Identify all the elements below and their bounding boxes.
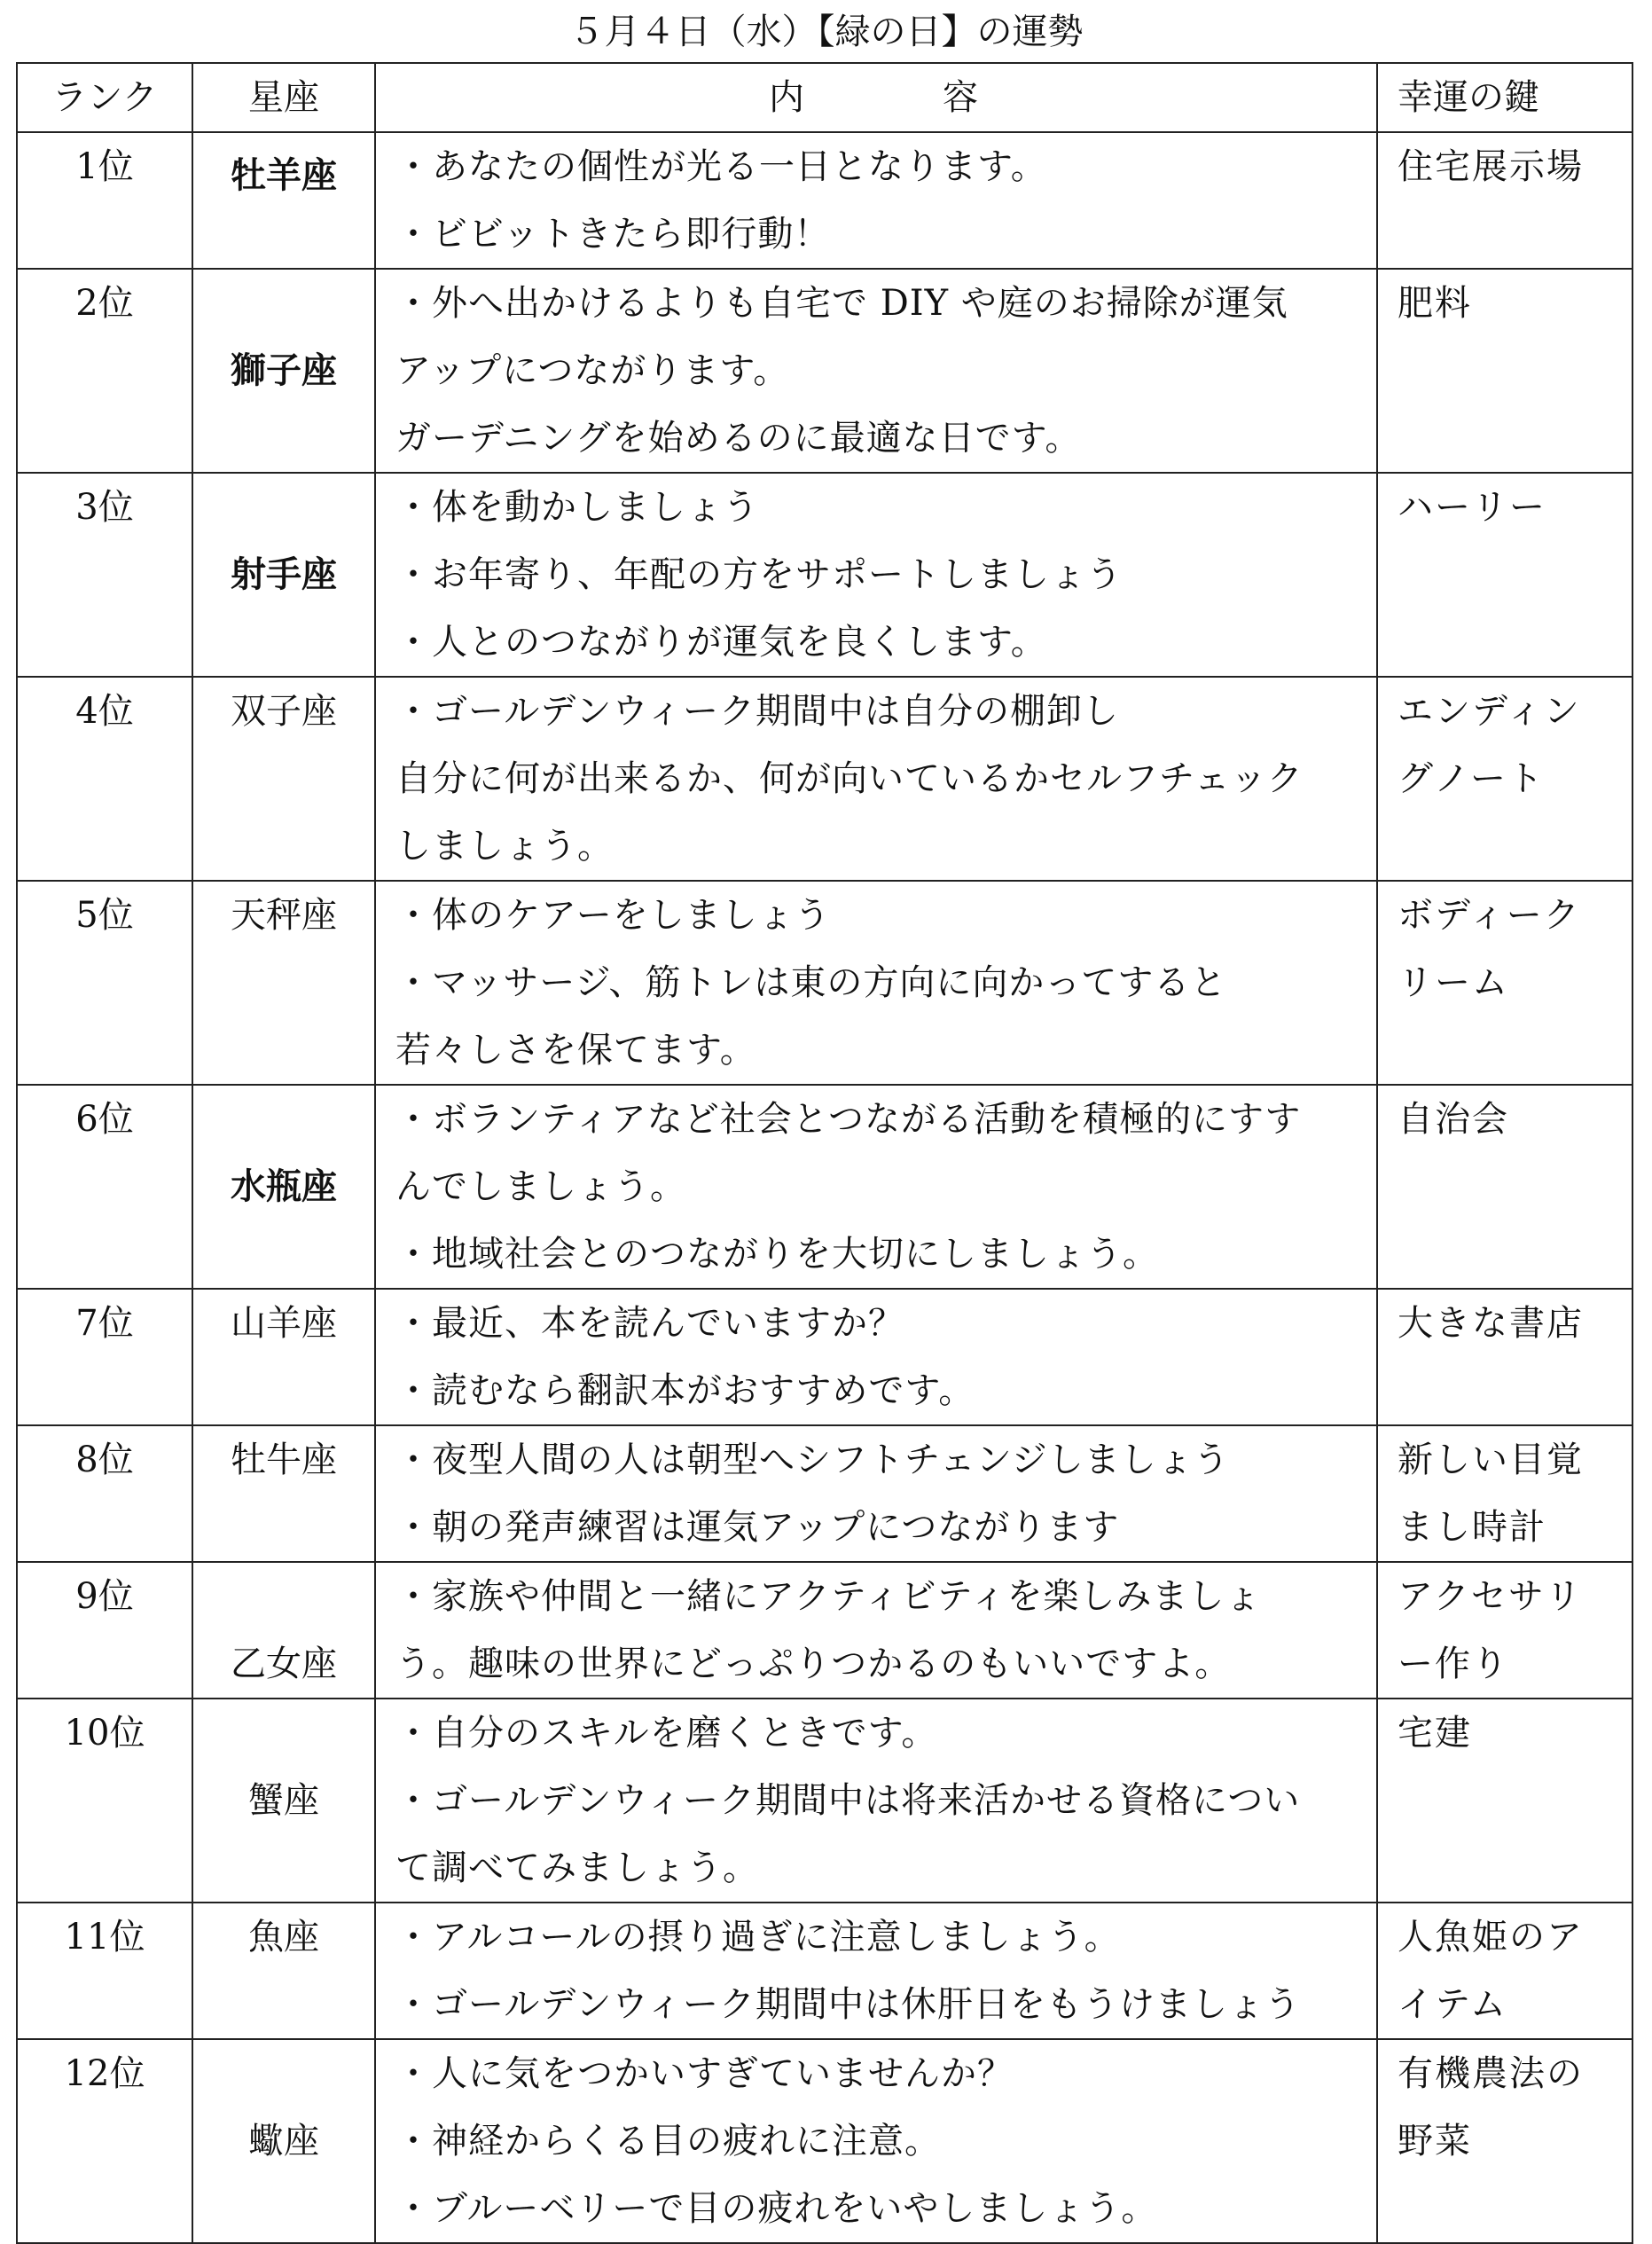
rank-cell: 9位 <box>17 1562 192 1699</box>
rank-cell: 8位 <box>17 1425 192 1562</box>
content-line: ・ブルーベリーで目の疲れをいやしましょう。 <box>395 2188 1158 2229</box>
key-cell <box>1377 269 1632 473</box>
sign-label: 乙女座 <box>231 1644 337 1684</box>
content-line: んでしましょう。 <box>395 1166 686 1207</box>
content-cell <box>375 269 1377 473</box>
table-row <box>17 2039 1632 2243</box>
header-content-right: 容 <box>943 77 983 118</box>
content-line: ・家族や仲間と一緒にアクティビティを楽しみましょ <box>395 1576 1262 1617</box>
rank-cell: 6位 <box>17 1085 192 1289</box>
sign-label: 双子座 <box>231 691 337 732</box>
key-line: 肥料 <box>1398 283 1472 324</box>
key-line: 自治会 <box>1398 1099 1509 1140</box>
key-line: エンディン <box>1398 691 1581 732</box>
key-cell <box>1377 1085 1632 1289</box>
content-line: ・ゴールデンウィーク期間中は将来活かせる資格につい <box>395 1780 1301 1821</box>
content-line: アップにつながります。 <box>395 350 790 391</box>
table-row <box>17 1425 1632 1562</box>
content-cell <box>375 1425 1377 1562</box>
key-cell <box>1377 473 1632 677</box>
sign-label: 山羊座 <box>231 1303 337 1344</box>
page-title: ５月４日（水）【緑の日】の運勢 <box>568 12 1084 52</box>
header-sign: 星座 <box>192 63 375 132</box>
content-line: て調べてみましょう。 <box>395 1848 759 1888</box>
content-line: ・自分のスキルを磨くときです。 <box>395 1713 938 1754</box>
key-line: 野菜 <box>1398 2121 1472 2162</box>
table-row <box>17 1562 1632 1699</box>
content-cell <box>375 1562 1377 1699</box>
content-cell <box>375 1085 1377 1289</box>
rank-cell: 2位 <box>17 269 192 473</box>
content-line: ガーデニングを始めるのに最適な日です。 <box>395 418 1082 459</box>
rank-cell: 5位 <box>17 881 192 1085</box>
key-cell <box>1377 1425 1632 1562</box>
sign-cell <box>192 1085 375 1289</box>
key-cell <box>1377 1699 1632 1903</box>
content-line: ・読むなら翻訳本がおすすめです。 <box>395 1370 975 1411</box>
key-cell <box>1377 132 1632 269</box>
content-line: ・ボランティアなど社会とつながる活動を積極的にすす <box>395 1099 1302 1140</box>
table-row <box>17 269 1632 473</box>
key-cell <box>1377 1562 1632 1699</box>
content-line: 若々しさを保てます。 <box>395 1030 756 1071</box>
table-row <box>17 1903 1632 2039</box>
sign-label: 射手座 <box>231 554 337 595</box>
key-line: リーム <box>1398 962 1509 1003</box>
key-cell <box>1377 881 1632 1085</box>
table-row <box>17 1085 1632 1289</box>
sign-cell <box>192 269 375 473</box>
table-row <box>17 1289 1632 1425</box>
header-key: 幸運の鍵 <box>1377 63 1632 132</box>
rank-cell: 7位 <box>17 1289 192 1425</box>
key-line: グノート <box>1398 758 1545 799</box>
key-line: 新しい目覚 <box>1398 1440 1584 1480</box>
sign-label: 牡牛座 <box>231 1440 337 1480</box>
key-line: 宅建 <box>1398 1713 1472 1754</box>
content-cell <box>375 2039 1377 2243</box>
key-line: アクセサリ <box>1398 1576 1583 1617</box>
sign-cell <box>192 881 375 1085</box>
rank-cell: 10位 <box>17 1699 192 1903</box>
content-line: しましょう。 <box>395 826 614 867</box>
table-row <box>17 473 1632 677</box>
key-line: 有機農法の <box>1398 2053 1584 2094</box>
key-line: 大きな書店 <box>1398 1303 1584 1344</box>
sign-label: 獅子座 <box>231 350 337 391</box>
content-line: ・お年寄り、年配の方をサポートしましょう <box>395 554 1123 595</box>
content-line: 自分に何が出来るか、何が向いているかセルフチェック <box>395 758 1304 799</box>
content-line: ・朝の発声練習は運気アップにつながります <box>395 1507 1120 1548</box>
sign-label: 水瓶座 <box>231 1166 337 1207</box>
header-row <box>17 63 1632 132</box>
content-cell <box>375 1289 1377 1425</box>
sign-label: 天秤座 <box>231 895 337 936</box>
content-line: ・アルコールの摂り過ぎに注意しましょう。 <box>395 1917 1121 1958</box>
content-cell <box>375 473 1377 677</box>
content-cell <box>375 881 1377 1085</box>
table-row <box>17 1699 1632 1903</box>
content-line: ・ゴールデンウィーク期間中は自分の棚卸し <box>395 691 1119 732</box>
content-line: ・最近、本を読んでいますか？ <box>395 1303 904 1344</box>
key-line: ボディーク <box>1398 895 1581 936</box>
rank-cell: 12位 <box>17 2039 192 2243</box>
key-line: 人魚姫のア <box>1398 1917 1584 1958</box>
header-content <box>375 63 1377 132</box>
table-row <box>17 132 1632 269</box>
sign-cell <box>192 1903 375 2039</box>
key-cell <box>1377 677 1632 881</box>
content-line: ・人とのつながりが運気を良くします。 <box>395 622 1047 663</box>
key-line: まし時計 <box>1398 1507 1546 1548</box>
rank-cell: 11位 <box>17 1903 192 2039</box>
key-cell <box>1377 2039 1632 2243</box>
content-line: ・マッサージ、筋トレは東の方向に向かってすると <box>395 962 1227 1003</box>
content-line: ・外へ出かけるよりも自宅で DIY や庭のお掃除が運気 <box>395 283 1288 324</box>
sign-label: 牡羊座 <box>231 155 337 196</box>
content-cell <box>375 132 1377 269</box>
content-line: う。趣味の世界にどっぷりつかるのもいいですよ。 <box>395 1644 1232 1684</box>
sign-cell <box>192 1562 375 1699</box>
content-line: ・ゴールデンウィーク期間中は休肝日をもうけましょう <box>395 1984 1301 2025</box>
key-cell <box>1377 1903 1632 2039</box>
sign-cell <box>192 473 375 677</box>
sign-cell <box>192 132 375 269</box>
content-line: ・神経からくる目の疲れに注意。 <box>395 2121 941 2162</box>
sign-cell <box>192 1699 375 1903</box>
key-cell <box>1377 1289 1632 1425</box>
sign-cell <box>192 1425 375 1562</box>
content-line: ・ビビットきたら即行動！ <box>395 214 831 255</box>
key-line: イテム <box>1398 1984 1507 2025</box>
header-content-left: 内 <box>769 77 810 118</box>
content-line: ・あなたの個性が光る一日となります。 <box>395 146 1047 187</box>
sign-label: 魚座 <box>248 1917 319 1958</box>
header-rank: ランク <box>17 63 192 132</box>
sign-label: 蟹座 <box>248 1780 319 1821</box>
content-cell <box>375 677 1377 881</box>
rank-cell: 4位 <box>17 677 192 881</box>
key-line: 住宅展示場 <box>1398 146 1584 187</box>
sign-label: 蠍座 <box>248 2121 319 2162</box>
table-row <box>17 677 1632 881</box>
key-line: ー作り <box>1398 1644 1509 1684</box>
content-line: ・体を動かしましょう <box>395 487 759 528</box>
content-line: ・人に気をつかいすぎていませんか？ <box>395 2053 1014 2094</box>
sign-cell <box>192 677 375 881</box>
content-line: ・体のケアーをしましょう <box>395 895 831 936</box>
fortune-table <box>16 62 1633 2244</box>
key-line: ハーリー <box>1398 487 1546 528</box>
rank-cell: 1位 <box>17 132 192 269</box>
table-row <box>17 881 1632 1085</box>
content-cell <box>375 1903 1377 2039</box>
rank-cell: 3位 <box>17 473 192 677</box>
content-line: ・地域社会とのつながりを大切にしましょう。 <box>395 1234 1159 1275</box>
sign-cell <box>192 1289 375 1425</box>
content-cell <box>375 1699 1377 1903</box>
content-line: ・夜型人間の人は朝型へシフトチェンジしましょう <box>395 1440 1230 1480</box>
sign-cell <box>192 2039 375 2243</box>
